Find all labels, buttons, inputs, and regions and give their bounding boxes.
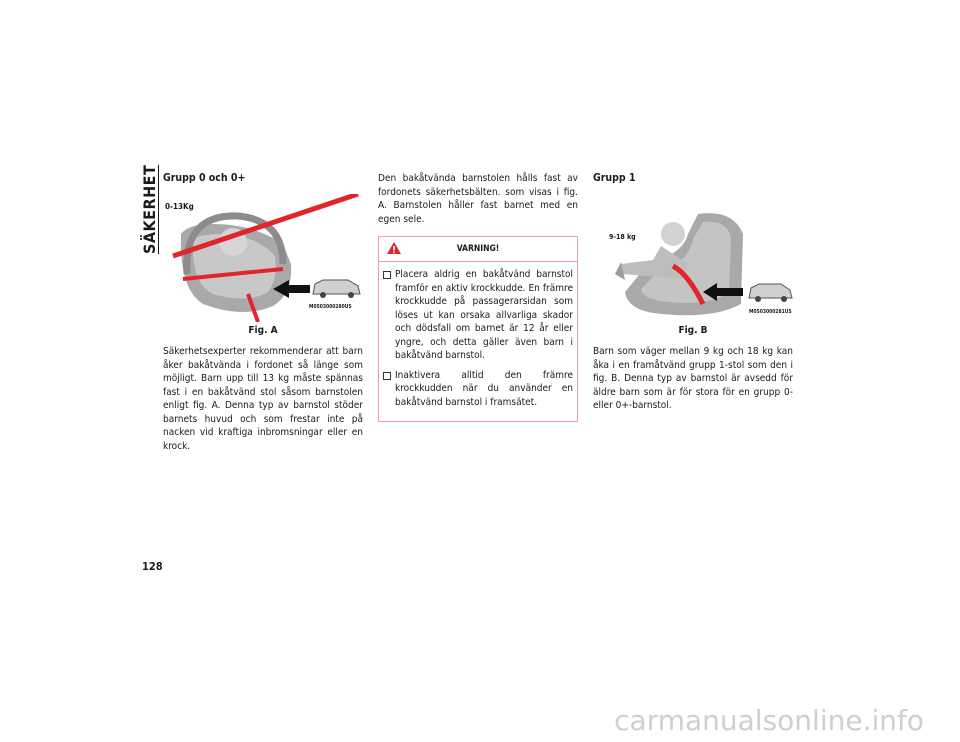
warning-item	[383, 369, 573, 410]
warning-item	[383, 268, 573, 363]
paragraph: Barn som väger mellan 9 kg och 18 kg kan åka i en framåtvänd grupp 1-stol som den i fig. B. Denna typ av barnstol är avsedd för äldre barn som är för stora för en grupp 0- eller 0+-barnstol.	[593, 346, 793, 411]
figure-weight-label: 0-13Kg	[165, 201, 194, 211]
figure-a	[163, 194, 363, 322]
warning-item-text: Placera aldrig en bakåtvänd barnstol framför en aktiv krockkudde. En främre krockkudde på passagerarsidan som löses ut kan orsaka allvarliga skador och dödsfall om barnet är 12 år eller yngre, och detta gäller även barn i bakåtvänd barnstol.	[395, 269, 573, 361]
forward-facing-seat-illustration	[593, 194, 793, 322]
column-1	[163, 172, 363, 453]
section-heading-group1: Grupp 1	[593, 172, 636, 184]
figure-b	[593, 194, 793, 322]
watermark-logo: carmanualsonline.info	[614, 704, 924, 737]
warning-header	[379, 237, 577, 262]
warning-body	[379, 262, 577, 421]
warning-item-text: Inaktivera alltid den främre krockkudden när du använder en bakåtvänd barnstol i framsätet.	[395, 369, 573, 408]
figure-code: M0503000281US	[749, 308, 792, 315]
column-3	[593, 172, 793, 413]
figure-weight-label: 9-18 kg	[609, 232, 636, 241]
section-heading-group0: Grupp 0 och 0+	[163, 172, 246, 184]
section-title: SÄKERHET	[140, 164, 159, 254]
checkbox-bullet-icon	[383, 372, 391, 380]
figure-caption: Fig. B	[678, 324, 708, 336]
page-number: 128	[142, 560, 163, 573]
figure-caption: Fig. A	[248, 324, 278, 336]
footer	[0, 700, 960, 742]
warning-title: VARNING!	[456, 244, 500, 254]
figure-code: M0503000280US	[309, 303, 352, 310]
paragraph: Den bakåtvända barnstolen hålls fast av fordonets säkerhetsbälten. som visas i fig. A. Barnstolen håller fast barnet med en egen sele.	[378, 173, 578, 225]
column-2	[378, 172, 578, 422]
checkbox-bullet-icon	[383, 271, 391, 279]
paragraph: Säkerhetsexperter rekommenderar att barn åker bakåtvända i fordonet så länge som möjligt. Barn upp till 13 kg måste spännas fast i en bakåtvänd stol såsom barnstolen enligt fig. A. Denna typ av barnstol stöder barnets huvud och som frestar inte på nacken vid kraftiga inbromsningar eller en krock.	[163, 346, 363, 452]
warning-box	[378, 236, 578, 422]
section-side-tab	[139, 164, 161, 254]
